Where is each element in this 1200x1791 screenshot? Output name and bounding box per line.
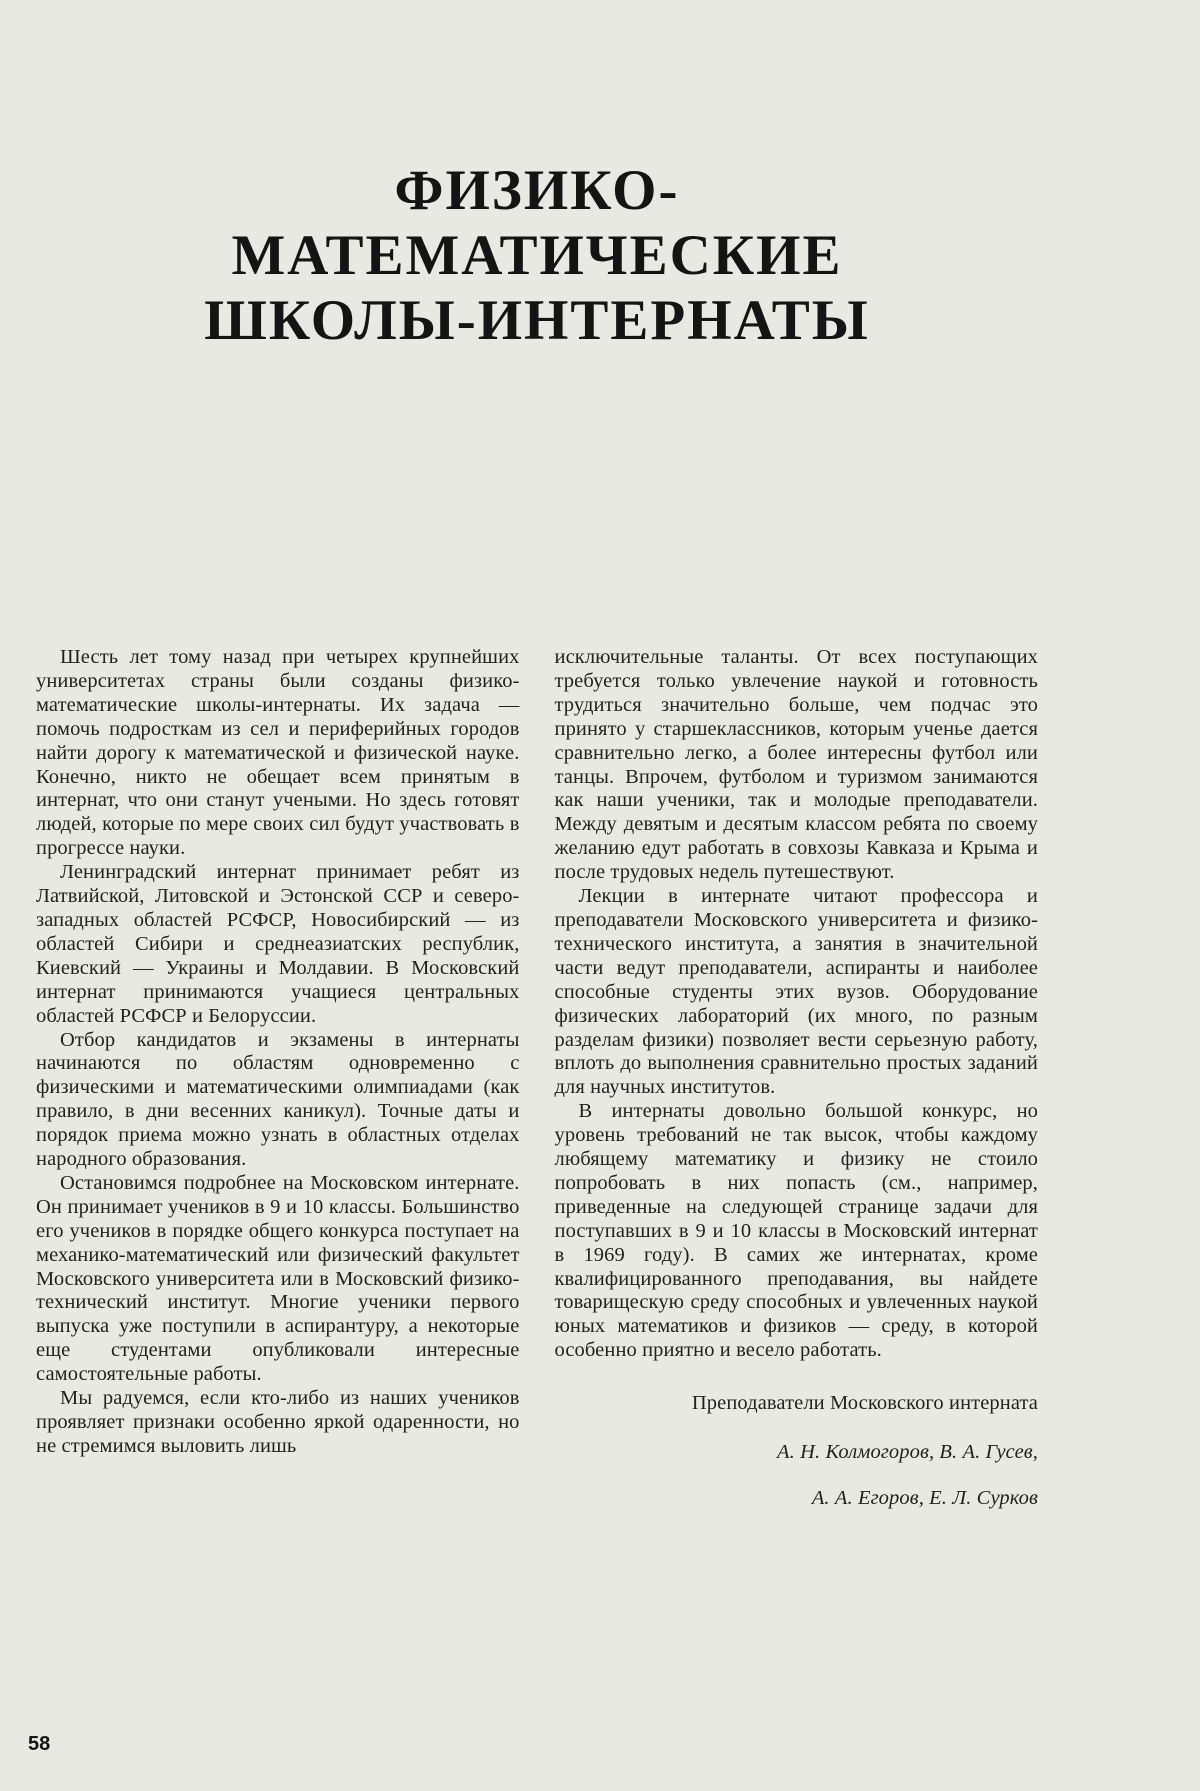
article-title-line-1: ФИЗИКО-	[394, 159, 680, 222]
article-title	[36, 158, 1038, 353]
paragraph: Отбор кандидатов и экзамены в интернаты начинаются по областям одновременно с физическими и математическими олимпиадами (как правило, в дни весенних каникул). Точные даты и порядок приема можно узнать в областных отделах народного образования.	[36, 1028, 520, 1171]
paragraph: Мы радуемся, если кто-либо из наших учеников проявляет признаки особенно яркой одаренности, но не стремимся выловить лишь	[36, 1387, 520, 1457]
paragraph: В интернаты довольно большой конкурс, но уровень требований не так высок, чтобы каждому любящему математику и физику не стоило попробовать в них попасть (см., например, приведенные на следующей странице задачи для поступавших в 9 и 10 классы в Московский интернат в 1969 году). В самих же интернатах, кроме квалифицированного преподавания, вы найдете товарищескую среду способных и увлеченных наукой юных математиков и физиков — среду, в которой особенно приятно и весело работать.	[554, 1100, 1038, 1362]
signature-names-line-1: А. Н. Колмогоров, В. А. Гусев,	[777, 1441, 1038, 1464]
page-number: 58	[28, 1733, 51, 1755]
signature-role: Преподаватели Московского интерната	[691, 1392, 1038, 1415]
paragraph-continuation: исключительные таланты. От всех поступающих требуется только увлечение наукой и готовность трудиться значительно больше, чем подчас это принято у старшеклассников, которым ученье дается сравнительно легко, а более интересны футбол или танцы. Впрочем, футболом и туризмом занимаются как наши ученики, так и молодые преподаватели. Между девятым и десятым классом ребята по своему желанию едут работать в совхозы Кавказа и Крыма и после трудовых недель путешествуют.	[554, 646, 1038, 884]
paragraph: Лекции в интернате читают профессора и преподаватели Московского университета и физико-технического института, а занятия в значительной части ведут преподаватели, аспиранты и наиболее способные студенты этих вузов. Оборудование физических лабораторий (их много, по разным разделам физики) позволяет вести серьезную работу, вплоть до выполнения сравнительно простых заданий для научных институтов.	[554, 885, 1038, 1099]
left-column	[36, 646, 520, 1521]
article-body	[36, 646, 1038, 1521]
paragraph: Остановимся подробнее на Московском интернате. Он принимает учеников в 9 и 10 классы. Большинство его учеников в порядке общего конкурса поступает на механико-математический или физический факультет Московского университета или в Московский физико-технический институт. Многие ученики первого выпуска уже поступили в аспирантуру, а некоторые еще студентами опубликовали интересные самостоятельные работы.	[36, 1171, 520, 1386]
signature-block	[555, 1389, 1039, 1521]
article-title-line-3: ШКОЛЫ-ИНТЕРНАТЫ	[204, 289, 870, 352]
article-title-line-2: МАТЕМАТИЧЕСКИЕ	[231, 224, 843, 287]
paragraph: Ленинградский интернат принимает ребят из Латвийской, Литовской и Эстонской ССР и северо-западных областей РСФСР, Новосибирский — из областей Сибири и среднеазиатских республик, Киевский — Украины и Молдавии. В Московский интернат принимаются учащиеся центральных областей РСФСР и Белоруссии.	[36, 861, 520, 1027]
paragraph: Шесть лет тому назад при четырех крупнейших университетах страны были созданы физико-математические школы-интернаты. Их задача — помочь подросткам из сел и периферийных городов найти дорогу к математической и физической науке. Конечно, никто не обещает всем принятым в интернат, что они станут учеными. Но здесь готовят людей, которые по мере своих сил будут участвовать в прогрессе науки.	[36, 646, 520, 860]
signature-names-line-2: А. А. Егоров, Е. Л. Сурков	[811, 1487, 1038, 1510]
right-column	[555, 646, 1039, 1521]
